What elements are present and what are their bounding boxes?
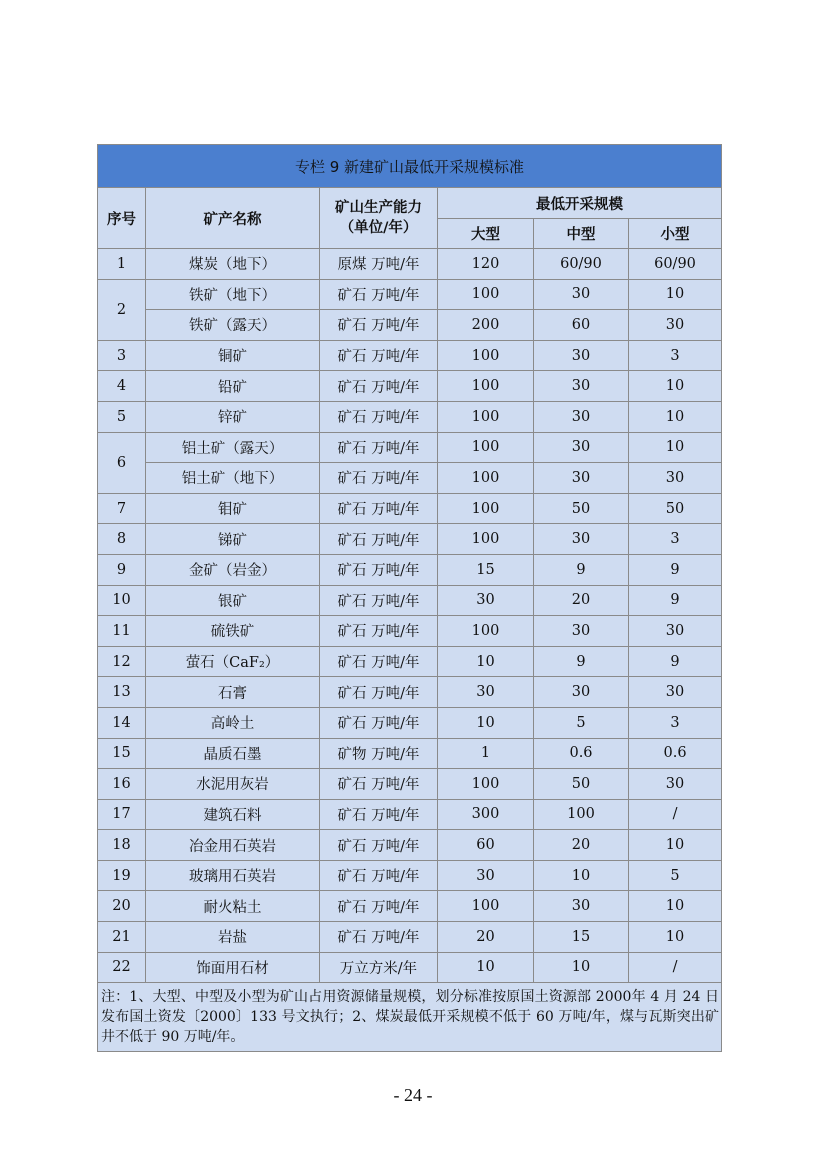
cell-unit: 矿石 万吨/年	[320, 922, 438, 953]
table-row	[98, 616, 722, 647]
header-capacity-line2: （单位/年）	[339, 220, 418, 236]
table-row	[98, 524, 722, 555]
cell-unit: 矿石 万吨/年	[320, 524, 438, 555]
cell-large: 100	[438, 432, 534, 463]
cell-index: 13	[98, 677, 146, 708]
cell-unit: 矿石 万吨/年	[320, 401, 438, 432]
cell-unit: 矿石 万吨/年	[320, 310, 438, 341]
cell-name: 煤炭（地下）	[146, 249, 320, 280]
cell-medium: 60	[534, 310, 629, 341]
cell-medium: 9	[534, 554, 629, 585]
table-row	[98, 860, 722, 891]
table-row	[98, 371, 722, 402]
cell-large: 1	[438, 738, 534, 769]
table-body	[98, 249, 722, 983]
cell-name: 建筑石料	[146, 799, 320, 830]
table-row	[98, 279, 722, 310]
cell-unit: 矿石 万吨/年	[320, 493, 438, 524]
cell-index: 22	[98, 952, 146, 983]
cell-unit: 矿石 万吨/年	[320, 891, 438, 922]
cell-small: 5	[629, 860, 722, 891]
table-row	[98, 799, 722, 830]
cell-large: 100	[438, 340, 534, 371]
table-row	[98, 677, 722, 708]
cell-medium: 10	[534, 952, 629, 983]
cell-large: 120	[438, 249, 534, 280]
cell-large: 10	[438, 646, 534, 677]
cell-medium: 20	[534, 830, 629, 861]
table-title: 专栏 9 新建矿山最低开采规模标准	[98, 145, 722, 188]
cell-name: 钼矿	[146, 493, 320, 524]
page-number: - 24 -	[393, 1085, 433, 1105]
cell-large: 100	[438, 371, 534, 402]
cell-medium: 9	[534, 646, 629, 677]
cell-medium: 10	[534, 860, 629, 891]
cell-medium: 60/90	[534, 249, 629, 280]
cell-name: 晶质石墨	[146, 738, 320, 769]
cell-index: 1	[98, 249, 146, 280]
cell-small: 3	[629, 707, 722, 738]
table-row	[98, 340, 722, 371]
cell-unit: 矿石 万吨/年	[320, 677, 438, 708]
header-large: 大型	[438, 219, 534, 249]
cell-large: 30	[438, 585, 534, 616]
cell-index: 17	[98, 799, 146, 830]
cell-unit: 矿石 万吨/年	[320, 340, 438, 371]
cell-large: 20	[438, 922, 534, 953]
table-row	[98, 738, 722, 769]
cell-name: 铝土矿（露天）	[146, 432, 320, 463]
cell-small: 10	[629, 891, 722, 922]
cell-medium: 30	[534, 616, 629, 647]
cell-name: 铁矿（露天）	[146, 310, 320, 341]
cell-medium: 0.6	[534, 738, 629, 769]
cell-small: 50	[629, 493, 722, 524]
cell-large: 30	[438, 677, 534, 708]
cell-large: 100	[438, 401, 534, 432]
cell-small: 10	[629, 830, 722, 861]
cell-large: 300	[438, 799, 534, 830]
cell-name: 金矿（岩金）	[146, 554, 320, 585]
cell-small: 30	[629, 616, 722, 647]
cell-unit: 矿石 万吨/年	[320, 860, 438, 891]
cell-unit: 矿石 万吨/年	[320, 279, 438, 310]
cell-index: 10	[98, 585, 146, 616]
table-row	[98, 463, 722, 494]
cell-medium: 50	[534, 769, 629, 800]
cell-unit: 矿石 万吨/年	[320, 830, 438, 861]
cell-small: /	[629, 799, 722, 830]
cell-large: 100	[438, 616, 534, 647]
cell-unit: 矿石 万吨/年	[320, 646, 438, 677]
cell-index: 3	[98, 340, 146, 371]
cell-index: 7	[98, 493, 146, 524]
cell-large: 100	[438, 891, 534, 922]
cell-index: 16	[98, 769, 146, 800]
cell-large: 30	[438, 860, 534, 891]
cell-index: 6	[98, 432, 146, 493]
cell-small: 3	[629, 340, 722, 371]
mining-scale-table	[97, 144, 722, 1052]
cell-unit: 万立方米/年	[320, 952, 438, 983]
cell-large: 100	[438, 493, 534, 524]
table-row	[98, 830, 722, 861]
cell-name: 锌矿	[146, 401, 320, 432]
cell-small: 3	[629, 524, 722, 555]
cell-large: 100	[438, 279, 534, 310]
cell-small: 30	[629, 677, 722, 708]
cell-small: 9	[629, 646, 722, 677]
cell-name: 硫铁矿	[146, 616, 320, 647]
cell-unit: 矿石 万吨/年	[320, 769, 438, 800]
table-row	[98, 249, 722, 280]
cell-small: 30	[629, 310, 722, 341]
cell-name: 耐火粘土	[146, 891, 320, 922]
cell-index: 18	[98, 830, 146, 861]
cell-medium: 30	[534, 524, 629, 555]
cell-name: 冶金用石英岩	[146, 830, 320, 861]
cell-unit: 矿石 万吨/年	[320, 616, 438, 647]
cell-large: 200	[438, 310, 534, 341]
table-row	[98, 891, 722, 922]
header-capacity	[320, 188, 438, 249]
cell-small: 30	[629, 769, 722, 800]
header-index: 序号	[98, 188, 146, 249]
cell-medium: 30	[534, 891, 629, 922]
cell-name: 水泥用灰岩	[146, 769, 320, 800]
header-name: 矿产名称	[146, 188, 320, 249]
cell-small: 30	[629, 463, 722, 494]
cell-large: 100	[438, 769, 534, 800]
header-medium: 中型	[534, 219, 629, 249]
cell-name: 铅矿	[146, 371, 320, 402]
cell-name: 锑矿	[146, 524, 320, 555]
table-row	[98, 432, 722, 463]
cell-unit: 矿石 万吨/年	[320, 585, 438, 616]
cell-small: 0.6	[629, 738, 722, 769]
cell-small: 9	[629, 585, 722, 616]
cell-unit: 矿石 万吨/年	[320, 463, 438, 494]
cell-unit: 矿石 万吨/年	[320, 554, 438, 585]
cell-medium: 30	[534, 432, 629, 463]
cell-medium: 30	[534, 463, 629, 494]
cell-name: 萤石（CaF₂）	[146, 646, 320, 677]
cell-medium: 30	[534, 340, 629, 371]
cell-small: 9	[629, 554, 722, 585]
cell-medium: 50	[534, 493, 629, 524]
cell-large: 10	[438, 707, 534, 738]
cell-unit: 矿石 万吨/年	[320, 371, 438, 402]
cell-index: 12	[98, 646, 146, 677]
table-row	[98, 493, 722, 524]
table-row	[98, 585, 722, 616]
cell-name: 石膏	[146, 677, 320, 708]
cell-index: 15	[98, 738, 146, 769]
table-row	[98, 554, 722, 585]
table-row	[98, 310, 722, 341]
cell-medium: 15	[534, 922, 629, 953]
cell-small: 60/90	[629, 249, 722, 280]
cell-small: /	[629, 952, 722, 983]
cell-large: 15	[438, 554, 534, 585]
cell-small: 10	[629, 432, 722, 463]
cell-name: 铝土矿（地下）	[146, 463, 320, 494]
table-row	[98, 922, 722, 953]
cell-unit: 矿石 万吨/年	[320, 432, 438, 463]
cell-index: 21	[98, 922, 146, 953]
cell-index: 5	[98, 401, 146, 432]
cell-medium: 30	[534, 401, 629, 432]
cell-large: 100	[438, 524, 534, 555]
cell-index: 9	[98, 554, 146, 585]
cell-medium: 30	[534, 279, 629, 310]
cell-small: 10	[629, 371, 722, 402]
header-small: 小型	[629, 219, 722, 249]
cell-medium: 100	[534, 799, 629, 830]
table-row	[98, 707, 722, 738]
cell-index: 20	[98, 891, 146, 922]
cell-small: 10	[629, 279, 722, 310]
header-capacity-line1: 矿山生产能力	[335, 200, 422, 216]
table-row	[98, 952, 722, 983]
cell-unit: 矿石 万吨/年	[320, 707, 438, 738]
cell-unit: 矿石 万吨/年	[320, 799, 438, 830]
table-row	[98, 401, 722, 432]
cell-unit: 矿物 万吨/年	[320, 738, 438, 769]
cell-name: 铁矿（地下）	[146, 279, 320, 310]
table-note: 注：1、大型、中型及小型为矿山占用资源储量规模，划分标准按原国土资源部 2000年 4 月 24 日发布国土资发〔2000〕133 号文执行；2、煤炭最低开采规模不低于 60 万吨/年，煤与瓦斯突出矿井不低于 90 万吨/年。	[98, 983, 722, 1052]
cell-index: 19	[98, 860, 146, 891]
cell-name: 岩盐	[146, 922, 320, 953]
cell-large: 10	[438, 952, 534, 983]
cell-index: 11	[98, 616, 146, 647]
cell-name: 铜矿	[146, 340, 320, 371]
cell-medium: 30	[534, 371, 629, 402]
cell-name: 饰面用石材	[146, 952, 320, 983]
cell-index: 14	[98, 707, 146, 738]
cell-small: 10	[629, 401, 722, 432]
cell-name: 银矿	[146, 585, 320, 616]
cell-index: 8	[98, 524, 146, 555]
cell-name: 玻璃用石英岩	[146, 860, 320, 891]
cell-unit: 原煤 万吨/年	[320, 249, 438, 280]
cell-medium: 5	[534, 707, 629, 738]
cell-medium: 20	[534, 585, 629, 616]
cell-name: 高岭土	[146, 707, 320, 738]
cell-small: 10	[629, 922, 722, 953]
cell-index: 2	[98, 279, 146, 340]
cell-large: 60	[438, 830, 534, 861]
cell-index: 4	[98, 371, 146, 402]
header-min-scale: 最低开采规模	[438, 188, 722, 219]
table-row	[98, 646, 722, 677]
cell-medium: 30	[534, 677, 629, 708]
cell-large: 100	[438, 463, 534, 494]
table-row	[98, 769, 722, 800]
